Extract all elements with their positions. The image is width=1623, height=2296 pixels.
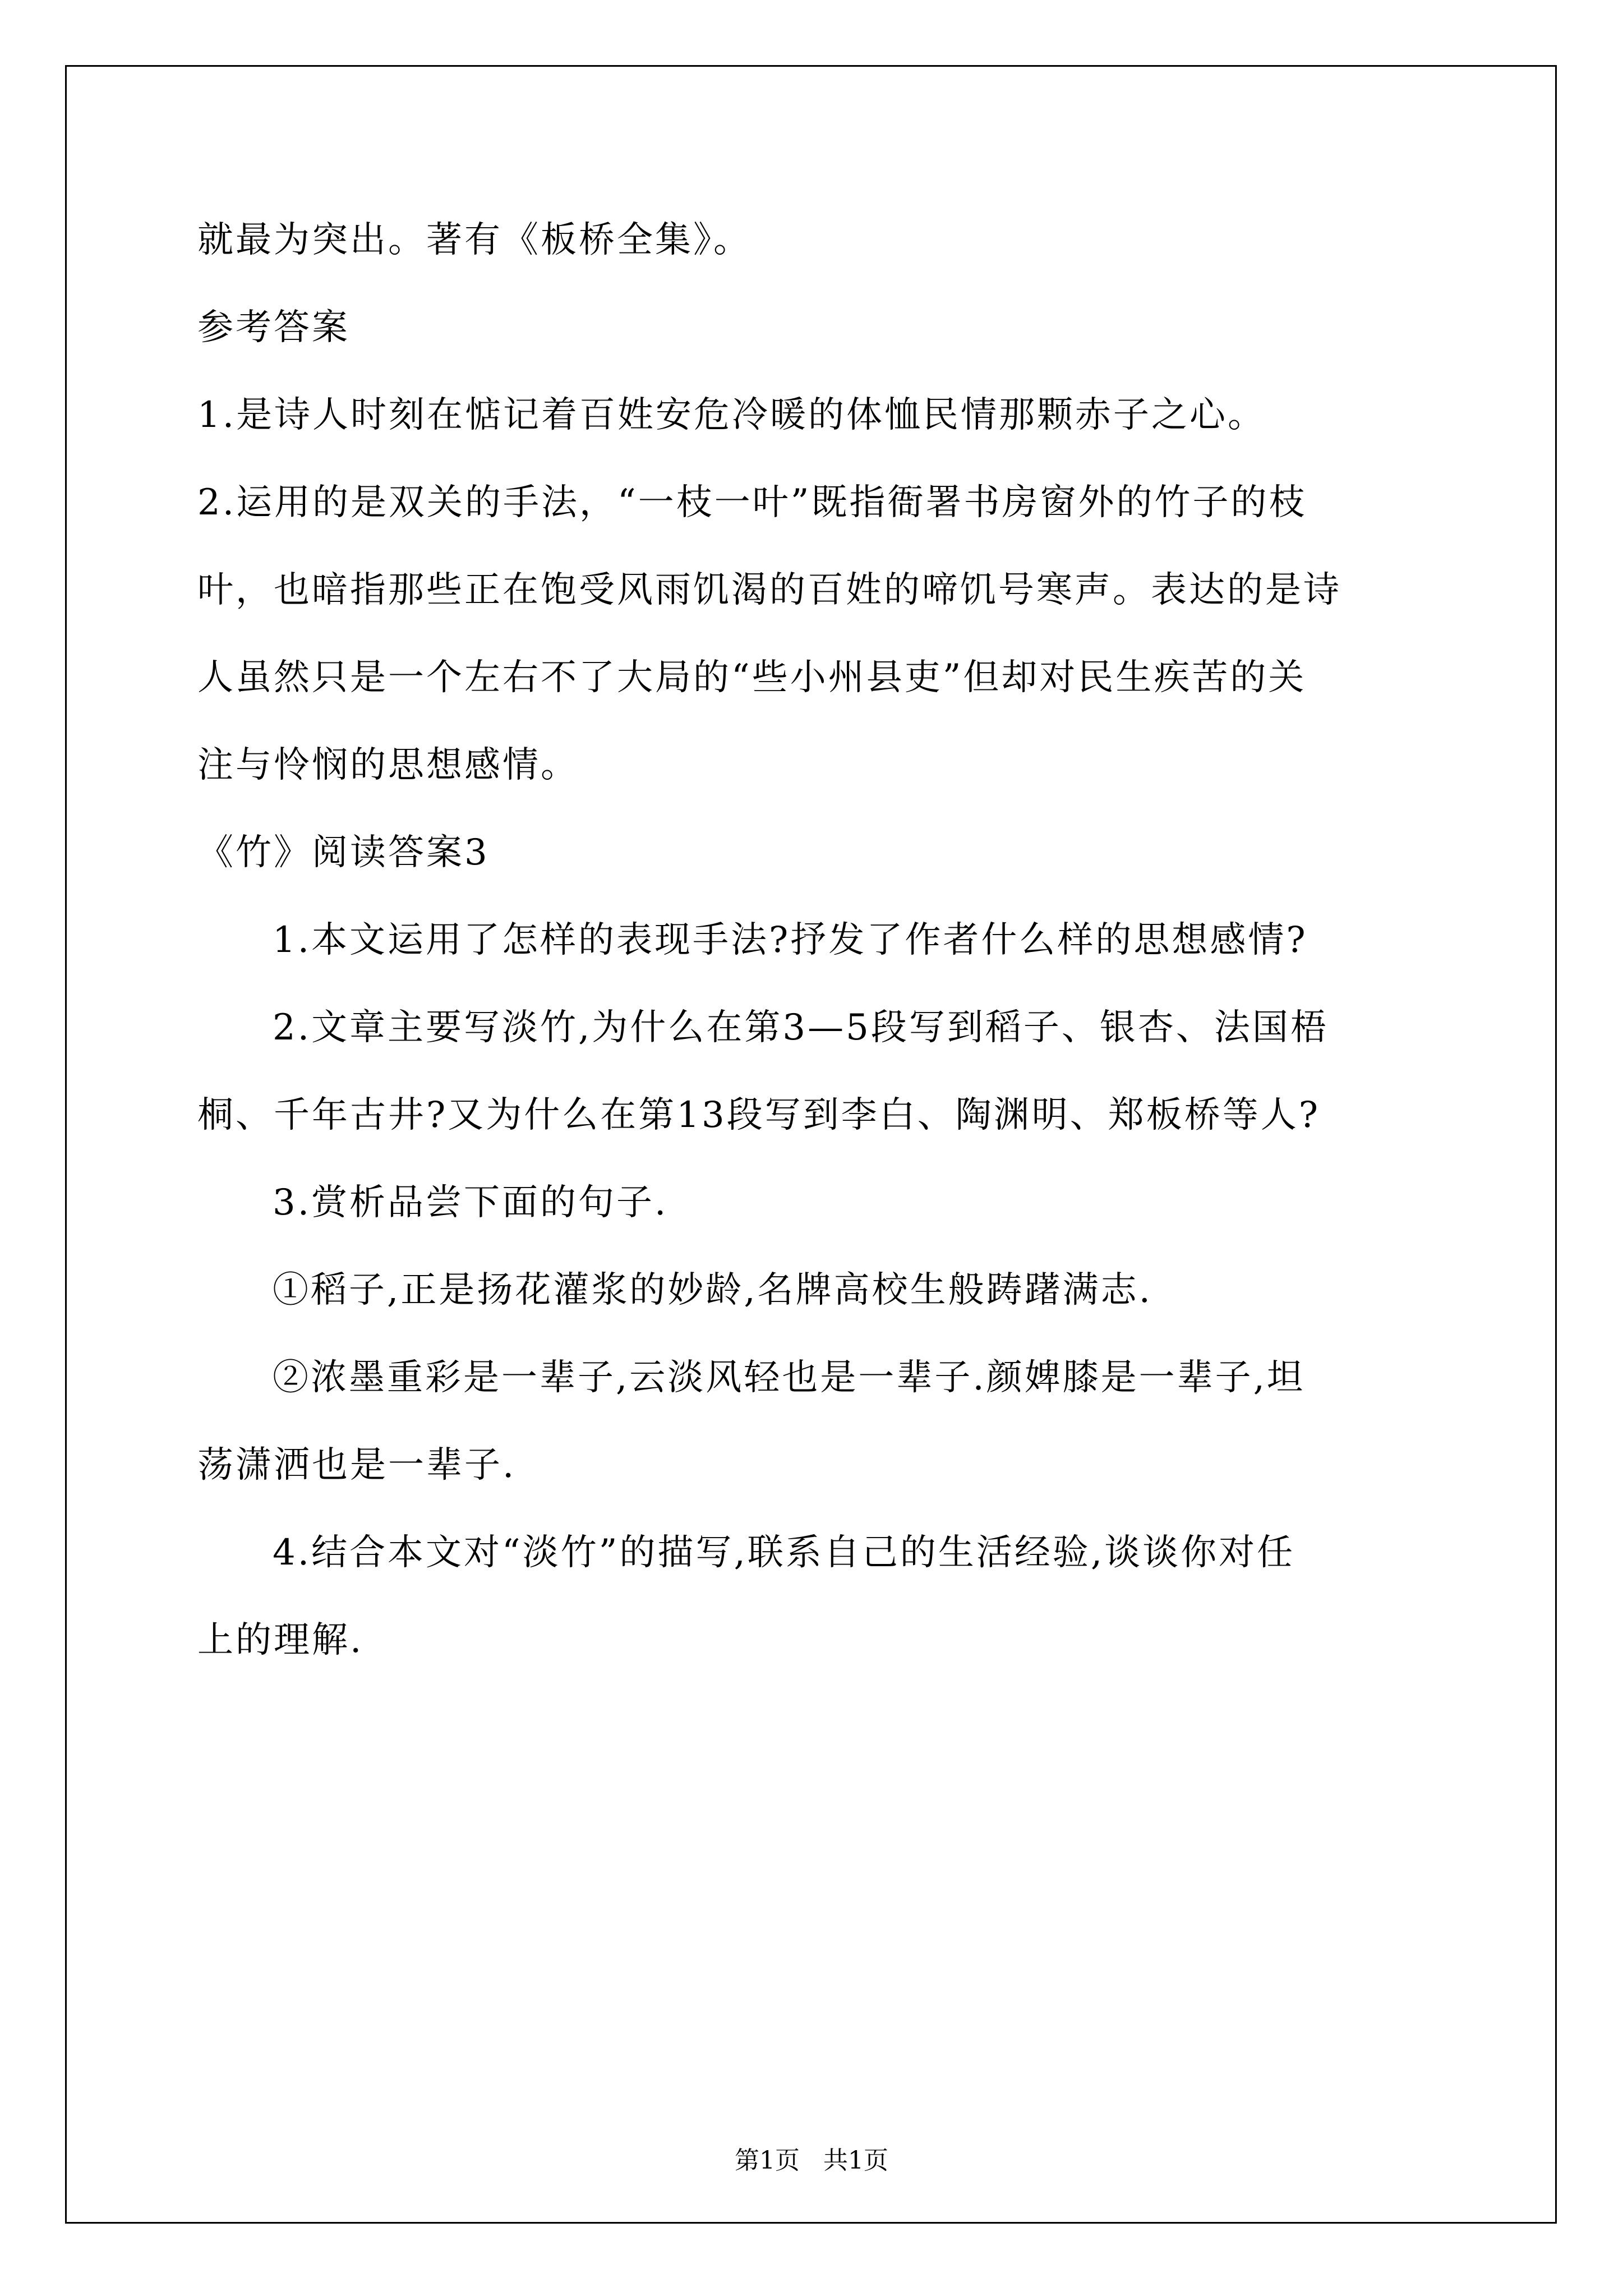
- question-4-line-2: 上的理解.: [197, 1619, 364, 1661]
- question-3-sentence-2-line-2: 荡潇洒也是一辈子.: [197, 1444, 517, 1486]
- question-1: 1.本文运用了怎样的表现手法?抒发了作者什么样的思想感情?: [273, 919, 1308, 961]
- question-2-line-2: 桐、千年古井?又为什么在第13段写到李白、陶渊明、郑板桥等人?: [197, 1094, 1321, 1136]
- page-footer: 第1页 共1页: [735, 2146, 888, 2175]
- question-3: 3.赏析品尝下面的句子.: [273, 1182, 668, 1223]
- question-2-line-1: 2.文章主要写淡竹,为什么在第3—5段写到稻子、银杏、法国梧: [273, 1007, 1329, 1048]
- section-heading-bamboo-3: 《竹》阅读答案3: [197, 832, 490, 873]
- section-heading-answers: 参考答案: [197, 307, 350, 348]
- paragraph-line: 就最为突出。著有《板桥全集》。: [197, 219, 751, 261]
- question-3-sentence-1: ①稻子,正是扬花灌浆的妙龄,名牌高校生般踌躇满志.: [273, 1269, 1153, 1311]
- answer-2-line-2: 叶，也暗指那些正在饱受风雨饥渴的百姓的啼饥号寒声。表达的是诗: [197, 569, 1341, 611]
- question-4-line-1: 4.结合本文对“淡竹”的描写,联系自己的生活经验,谈谈你对任: [273, 1532, 1295, 1573]
- question-3-sentence-2-line-1: ②浓墨重彩是一辈子,云淡风轻也是一辈子.颜婢膝是一辈子,坦: [273, 1357, 1306, 1398]
- answer-2-line-4: 注与怜悯的思想感情。: [197, 744, 579, 786]
- answer-2-line-3: 人虽然只是一个左右不了大局的“些小州县吏”但却对民生疾苦的关: [197, 657, 1307, 698]
- answer-2-line-1: 2.运用的是双关的手法，“一枝一叶”既指衙署书房窗外的竹子的枝: [197, 482, 1307, 523]
- answer-1: 1.是诗人时刻在惦记着百姓安危冷暖的体恤民情那颗赤子之心。: [197, 394, 1266, 436]
